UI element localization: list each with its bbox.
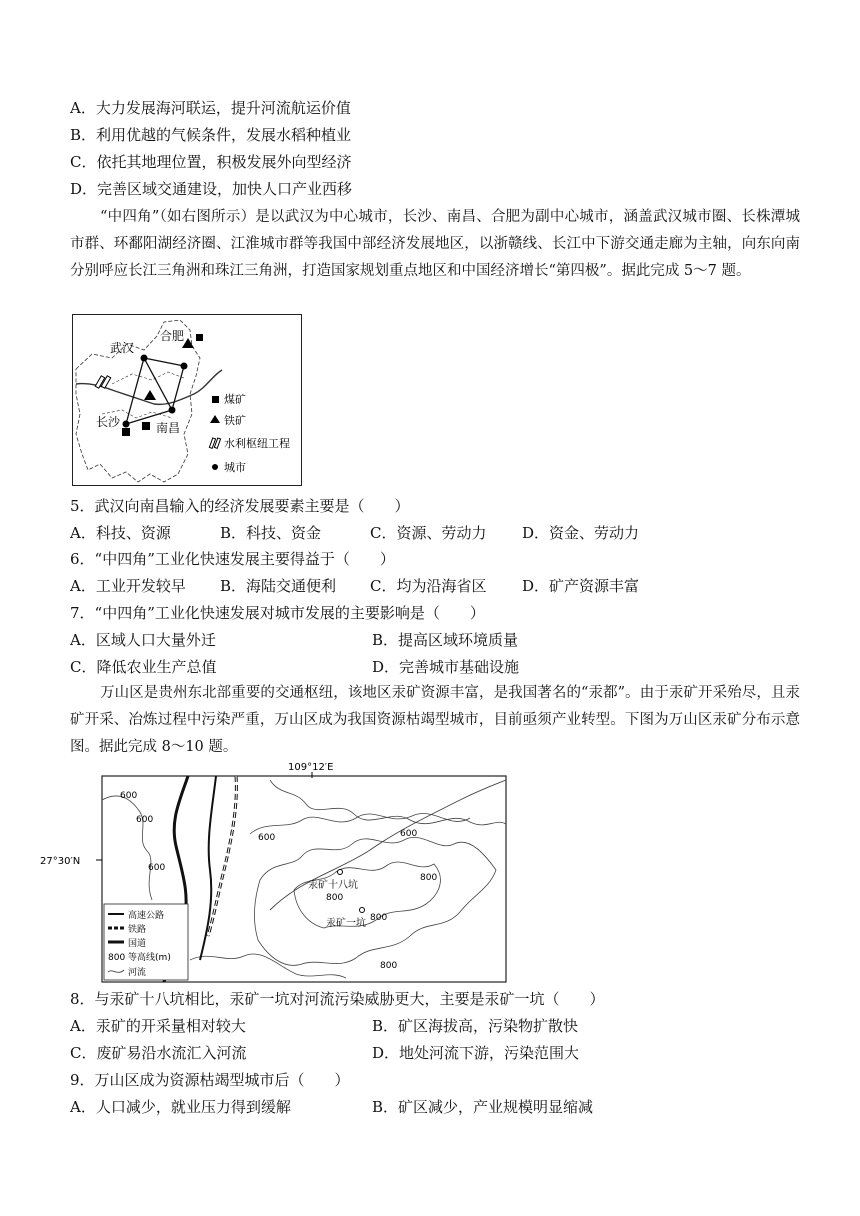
contour-label: 800 — [326, 893, 344, 903]
legend-national-road-label: 国道 — [128, 939, 147, 949]
intro-paragraph-2 — [70, 680, 800, 761]
q6-option-b: B．海陆交通便利 — [220, 577, 337, 595]
legend-coal-symbol — [212, 396, 219, 403]
mine1-dot — [360, 908, 365, 913]
city-dot-wuhan — [141, 355, 148, 362]
contour-label: 800 — [380, 961, 398, 971]
q8-option-d: D．地处河流下游，污染范围大 — [372, 1044, 580, 1062]
q5-stem: 5．武汉向南昌输入的经济发展要素主要是（ ） — [70, 497, 410, 515]
city-dot-changsha — [123, 421, 130, 428]
intro-paragraph-1 — [70, 204, 800, 285]
q6-option-a: A．工业开发较早 — [70, 577, 186, 595]
q9-stem: 9．万山区成为资源枯竭型城市后（ ） — [70, 1071, 350, 1089]
mine18-dot — [338, 870, 343, 875]
contour-label: 600 — [258, 833, 276, 843]
legend-contour-label: 800 等高线(m) — [108, 953, 171, 963]
coal-mine-marker — [196, 334, 203, 341]
q5-option-c: C．资源、劳动力 — [370, 524, 487, 542]
legend-highway-label: 高速公路 — [128, 911, 165, 921]
label-hefei: 合肥 — [160, 329, 185, 343]
contour-label: 600 — [148, 863, 166, 873]
q8-option-c: C．废矿易沿水流汇入河流 — [70, 1044, 247, 1062]
q9-option-b: B．矿区减少，产业规模明显缩减 — [372, 1098, 594, 1116]
city-dot-hefei — [181, 363, 188, 370]
contour-label: 600 — [136, 815, 154, 825]
latitude-label: 27°30′N — [40, 856, 81, 867]
contour-label: 800 — [420, 873, 438, 883]
legend-city-symbol — [212, 464, 218, 470]
legend-water-label: 水利枢纽工程 — [224, 437, 290, 450]
q7-option-c: C．降低农业生产总值 — [70, 658, 217, 676]
q5-options — [70, 523, 639, 543]
q7-option-a: A．区域人口大量外迁 — [70, 631, 216, 649]
q7-options-row-1 — [70, 630, 518, 650]
q8-option-b: B．矿区海拔高，污染物扩散快 — [372, 1017, 579, 1035]
q5-option-d: D．资金、劳动力 — [522, 524, 640, 542]
q4-option-a: A．大力发展海河联运，提升河流航运价值 — [70, 99, 351, 117]
contour-label: 800 — [370, 913, 388, 923]
q6-stem: 6．“中四角”工业化快速发展主要得益于（ ） — [70, 550, 395, 568]
q6-option-c: C．均为沿海省区 — [370, 577, 487, 595]
central-four-corners-map — [72, 314, 302, 486]
legend-railway-label: 铁路 — [128, 925, 147, 935]
q6-options — [70, 576, 639, 596]
q4-option-b: B．利用优越的气候条件，发展水稻种植业 — [70, 126, 352, 144]
q8-options-row-1 — [70, 1016, 578, 1036]
label-wuhan: 武汉 — [110, 341, 135, 355]
intro-2-text: 万山区是贵州东北部重要的交通枢纽，该地区汞矿资源丰富，是我国著名的“汞都”。由于汞矿开采殆尽，且汞矿开采、冶炼过程中污染严重，万山区成为我国资源枯竭型城市，目前亟须产业转型。下图为万山区汞矿分布示意图。据此完成 8～10 题。 — [70, 685, 800, 755]
q7-option-d: D．完善城市基础设施 — [372, 658, 520, 676]
mine1-label: 汞矿一坑 — [326, 918, 366, 929]
legend-river-label: 河流 — [128, 968, 147, 978]
label-changsha: 长沙 — [96, 415, 121, 429]
q8-option-a: A．汞矿的开采量相对较大 — [70, 1017, 246, 1035]
q7-stem: 7．“中四角”工业化快速发展对城市发展的主要影响是（ ） — [70, 604, 485, 622]
wanshan-mercury-map — [40, 760, 530, 984]
coal-mine-marker — [142, 422, 150, 430]
intro-1-text: “中四角”（如右图所示）是以武汉为中心城市，长沙、南昌、合肥为副中心城市，涵盖武汉城市圈、长株潭城市群、环鄱阳湖经济圈、江淮城市群等我国中部经济发展地区，以浙赣线、长江中下游交通走廊为主轴，向东向南分别呼应长江三角洲和珠江三角洲，打造国家规划重点地区和中国经济增长“第四极”。据此完成 5～7 题。 — [70, 209, 800, 279]
label-nanchang: 南昌 — [156, 421, 181, 435]
contour-label: 600 — [400, 829, 418, 839]
q4-option-c: C．依托其地理位置，积极发展外向型经济 — [70, 153, 352, 171]
q4-option-d: D．完善区域交通建设，加快人口产业西移 — [70, 180, 353, 198]
coal-mine-marker — [122, 428, 130, 436]
legend-city-label: 城市 — [224, 461, 246, 474]
mine18-label: 汞矿十八坑 — [308, 880, 358, 891]
q5-option-b: B．科技、资金 — [220, 524, 322, 542]
legend-coal-label: 煤矿 — [224, 393, 246, 406]
q9-options-row-1 — [70, 1097, 593, 1117]
q6-option-d: D．矿产资源丰富 — [522, 577, 640, 595]
q8-options-row-2 — [70, 1043, 579, 1063]
longitude-label: 109°12′E — [288, 762, 334, 773]
q9-option-a: A．人口减少，就业压力得到缓解 — [70, 1098, 291, 1116]
q8-stem: 8．与汞矿十八坑相比，汞矿一坑对河流污染威胁更大，主要是汞矿一坑（ ） — [70, 990, 605, 1008]
q5-option-a: A．科技、资源 — [70, 524, 171, 542]
city-dot-nanchang — [169, 407, 176, 414]
q7-option-b: B．提高区域环境质量 — [372, 631, 519, 649]
legend-iron-label: 铁矿 — [224, 414, 246, 427]
q7-options-row-2 — [70, 657, 519, 677]
contour-label: 600 — [120, 791, 138, 801]
